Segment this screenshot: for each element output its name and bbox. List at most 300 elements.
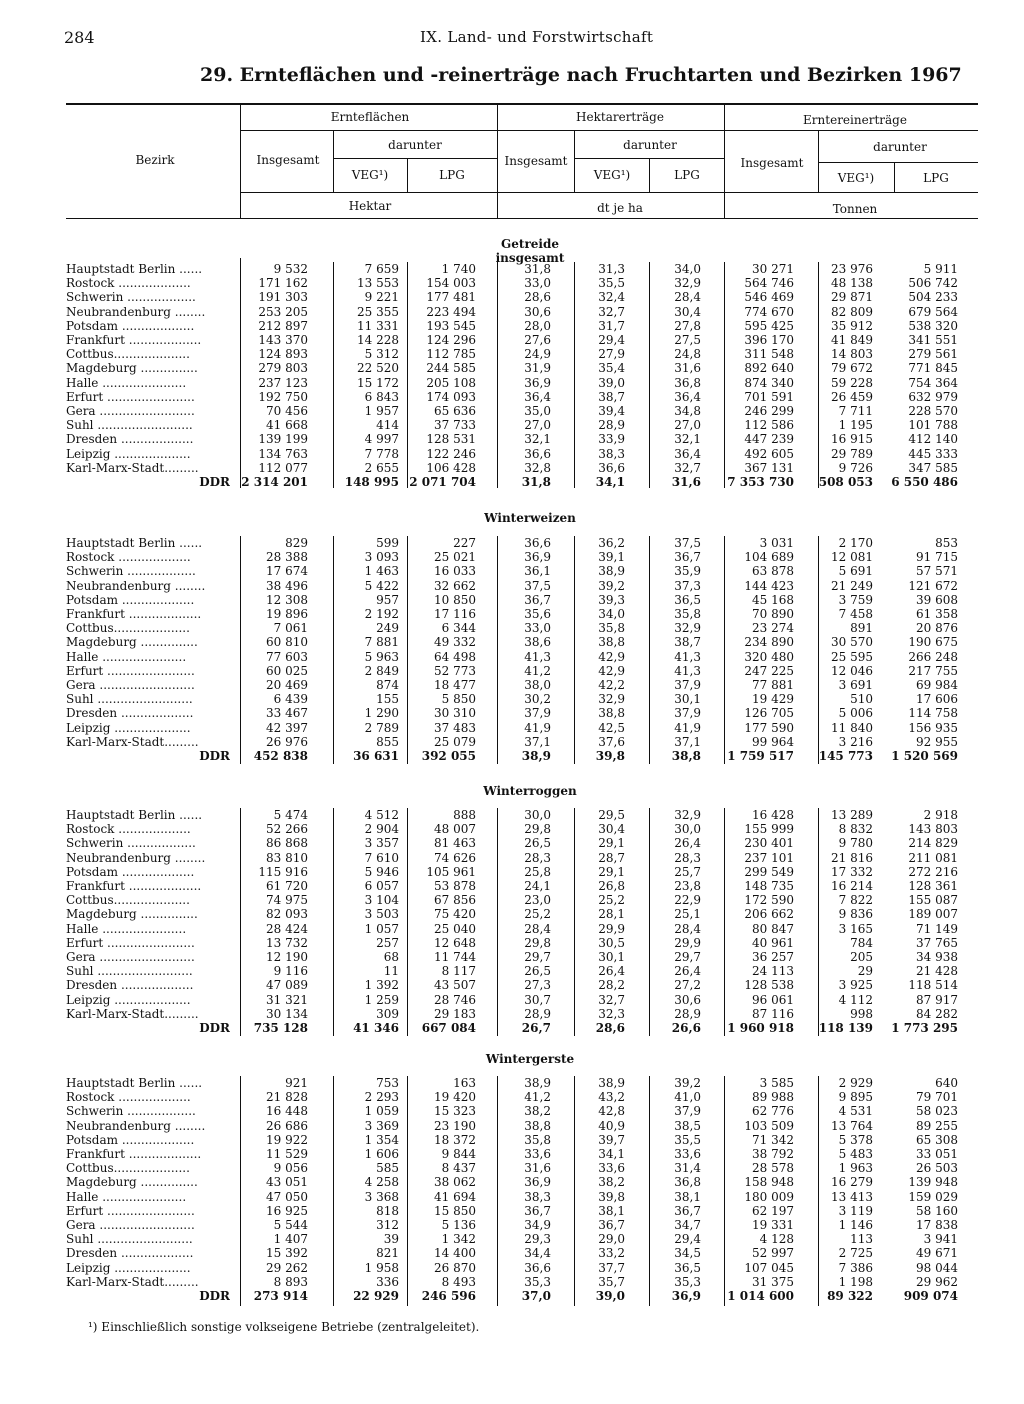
table-cell: 25,7	[674, 864, 701, 879]
bezirk-name: Schwerin ..................	[66, 1104, 196, 1119]
table-cell: 257	[376, 935, 399, 950]
table-cell: 26,5	[524, 964, 551, 979]
table-cell: 2 314 201	[241, 475, 308, 489]
table-cell: 32,3	[598, 1006, 625, 1021]
table-cell: 33 051	[916, 1147, 958, 1161]
table-cell: 246 299	[744, 404, 794, 418]
table-cell: 27,3	[524, 978, 551, 993]
table-cell: 112 785	[426, 347, 476, 362]
table-cell: 35,5	[598, 276, 625, 291]
table-cell: 174 093	[426, 389, 476, 404]
table-cell: 4 112	[838, 992, 873, 1007]
table-cell: 30,6	[524, 304, 551, 319]
table-cell: 36,8	[674, 375, 701, 390]
table-cell: 148 735	[744, 879, 794, 893]
table-cell: 156 935	[908, 720, 958, 735]
table-cell: 32 662	[434, 578, 476, 593]
col-bezirk-header: Bezirk	[135, 153, 175, 167]
table-cell: 36,7	[598, 1218, 625, 1232]
table-cell: 148 995	[344, 475, 399, 489]
table-cell: 13 289	[831, 808, 873, 822]
bezirk-name: Erfurt .......................	[66, 935, 195, 950]
table-cell: 2 655	[364, 460, 399, 475]
table-cell: 28 424	[266, 921, 308, 936]
table-cell: 38,9	[598, 1076, 625, 1090]
table-cell: 17 332	[831, 864, 873, 879]
table-cell: 36,6	[598, 460, 625, 475]
table-row	[0, 607, 1024, 621]
table-row	[0, 893, 1024, 907]
table-cell: 25,2	[524, 907, 551, 922]
table-cell: 36 631	[353, 749, 399, 763]
table-cell: 7 822	[838, 893, 873, 908]
table-row	[0, 390, 1024, 404]
table-cell: 888	[453, 808, 476, 822]
table-row	[0, 950, 1024, 964]
table-cell: 38,6	[524, 635, 551, 650]
table-cell: 34,9	[524, 1218, 551, 1232]
table-cell: 75 420	[434, 907, 476, 922]
table-cell: 27,8	[674, 318, 701, 333]
col-group-erntereinertraege: Erntereinerträge	[803, 113, 907, 127]
table-cell: 3 357	[364, 836, 399, 851]
table-cell: 105 961	[426, 864, 476, 879]
table-cell: 3 119	[838, 1203, 873, 1218]
table-cell: 774 670	[744, 304, 794, 319]
table-row	[0, 1076, 1024, 1090]
table-cell: 818	[376, 1203, 399, 1218]
table-cell: 34,1	[595, 475, 625, 489]
table-cell: 599	[376, 536, 399, 550]
table-row	[0, 851, 1024, 865]
col-lpg-1: LPG	[439, 168, 465, 182]
table-cell: 279 803	[258, 361, 308, 376]
bezirk-name: Erfurt .......................	[66, 389, 195, 404]
table-cell: 3 585	[759, 1076, 794, 1090]
table-cell: 42 397	[266, 720, 308, 735]
table-cell: 24,1	[524, 879, 551, 893]
table-cell: 32,8	[524, 460, 551, 475]
table-cell: 29 262	[266, 1260, 308, 1275]
table-cell: 36,8	[674, 1175, 701, 1190]
table-cell: 2 192	[364, 607, 399, 621]
table-cell: 15 850	[434, 1203, 476, 1218]
table-cell: 16 925	[266, 1203, 308, 1218]
table-cell: 26 976	[266, 734, 308, 749]
table-cell: 38,7	[674, 635, 701, 650]
table-cell: 3 369	[364, 1118, 399, 1133]
table-cell: 3 104	[364, 893, 399, 908]
table-cell: 11 331	[357, 318, 399, 333]
table-cell: 504 233	[908, 290, 958, 305]
table-cell: 38,0	[524, 678, 551, 692]
table-row	[0, 1104, 1024, 1118]
bezirk-name: Magdeburg ...............	[66, 635, 198, 650]
bezirk-name: Halle ......................	[66, 649, 187, 664]
table-row	[0, 922, 1024, 936]
table-cell: 6 057	[364, 879, 399, 893]
bezirk-name: Karl-Marx-Stadt.........	[66, 1006, 199, 1021]
table-cell: 508 053	[818, 475, 873, 489]
table-row	[0, 721, 1024, 735]
table-cell: 155	[376, 692, 399, 707]
table-cell: 104 689	[744, 550, 794, 565]
table-cell: 39	[383, 1232, 399, 1247]
table-cell: 13 732	[266, 935, 308, 950]
table-cell: 41,2	[524, 663, 551, 678]
table-cell: 40,9	[598, 1118, 625, 1133]
table-cell: 452 838	[253, 749, 308, 763]
table-row	[0, 1218, 1024, 1232]
table-cell: 754 364	[908, 375, 958, 390]
table-cell: 5 474	[273, 808, 308, 822]
table-cell: 412 140	[908, 432, 958, 447]
table-cell: 1 392	[364, 978, 399, 993]
table-cell: 30,4	[674, 304, 701, 319]
table-cell: 31,7	[598, 318, 625, 333]
col-darunter-3: darunter	[873, 140, 927, 154]
table-cell: 9 780	[838, 836, 873, 851]
table-cell: 27,0	[524, 418, 551, 433]
table-cell: 27,5	[674, 333, 701, 347]
table-cell: 43 051	[266, 1175, 308, 1190]
table-row	[0, 276, 1024, 290]
table-cell: 36,2	[598, 536, 625, 550]
table-cell: 33,2	[598, 1246, 625, 1261]
table-cell: 36,7	[524, 1203, 551, 1218]
col-lpg-3: LPG	[923, 171, 949, 185]
unit-dt-je-ha: dt je ha	[597, 201, 643, 215]
table-cell: 249	[376, 621, 399, 636]
table-cell: 4 531	[838, 1104, 873, 1119]
table-cell: 41 346	[353, 1021, 399, 1035]
table-cell: 74 626	[434, 850, 476, 865]
table-cell: 36,9	[524, 550, 551, 565]
table-cell: 80 847	[752, 921, 794, 936]
table-cell: 26 459	[831, 389, 873, 404]
table-row	[0, 678, 1024, 692]
table-cell: 309	[376, 1006, 399, 1021]
bezirk-name: Erfurt .......................	[66, 663, 195, 678]
table-cell: 510	[850, 692, 873, 707]
table-cell: 1 606	[364, 1147, 399, 1161]
table-cell: 32,7	[674, 460, 701, 475]
table-cell: 5 850	[441, 692, 476, 707]
table-cell: 7 659	[364, 262, 399, 276]
table-cell: 49 671	[916, 1246, 958, 1261]
table-cell: 26,5	[524, 836, 551, 851]
bezirk-name: Neubrandenburg ........	[66, 578, 206, 593]
table-row	[0, 290, 1024, 304]
table-cell: 29,1	[598, 836, 625, 851]
table-row	[0, 1090, 1024, 1104]
table-cell: 34 938	[916, 950, 958, 964]
table-cell: 909 074	[903, 1289, 958, 1303]
table-cell: 47 089	[266, 978, 308, 993]
table-cell: 35,8	[598, 621, 625, 636]
table-cell: 29 962	[916, 1274, 958, 1289]
table-cell: 32,9	[674, 621, 701, 636]
table-cell: 3 941	[923, 1232, 958, 1247]
table-cell: 16 279	[831, 1175, 873, 1190]
table-cell: 5 136	[441, 1218, 476, 1232]
table-cell: 31 375	[752, 1274, 794, 1289]
total-label: DDR	[199, 749, 230, 763]
table-cell: 29 789	[831, 446, 873, 461]
table-cell: 35,0	[524, 404, 551, 418]
table-row	[0, 1147, 1024, 1161]
table-cell: 58 023	[916, 1104, 958, 1119]
table-cell: 67 856	[434, 893, 476, 908]
bezirk-name: Dresden ...................	[66, 1246, 194, 1261]
table-cell: 192 750	[258, 389, 308, 404]
bezirk-name: Schwerin ..................	[66, 564, 196, 579]
table-cell: 42,9	[598, 649, 625, 664]
table-cell: 538 320	[908, 318, 958, 333]
table-row	[0, 432, 1024, 446]
table-row	[0, 536, 1024, 550]
table-cell: 3 759	[838, 592, 873, 607]
col-insgesamt-2: Insgesamt	[504, 154, 568, 168]
table-cell: 37,9	[674, 1104, 701, 1119]
table-cell: 32,1	[674, 432, 701, 447]
table-cell: 36,4	[674, 446, 701, 461]
table-row	[0, 550, 1024, 564]
table-cell: 2 725	[838, 1246, 873, 1261]
table-cell: 28,4	[674, 921, 701, 936]
table-cell: 1 963	[838, 1161, 873, 1176]
table-cell: 6 439	[273, 692, 308, 707]
bezirk-name: Halle ......................	[66, 921, 187, 936]
table-cell: 1 463	[364, 564, 399, 579]
table-cell: 30,5	[598, 935, 625, 950]
table-cell: 27,0	[674, 418, 701, 433]
table-cell: 65 636	[434, 404, 476, 418]
table-cell: 4 512	[364, 808, 399, 822]
table-cell: 37,5	[524, 578, 551, 593]
table-cell: 36,7	[524, 592, 551, 607]
table-cell: 63 878	[752, 564, 794, 579]
bezirk-name: Karl-Marx-Stadt.........	[66, 734, 199, 749]
table-cell: 244 585	[426, 361, 476, 376]
table-cell: 121 672	[908, 578, 958, 593]
table-cell: 77 881	[752, 678, 794, 692]
table-cell: 1 740	[441, 262, 476, 276]
table-cell: 253 205	[258, 304, 308, 319]
col-veg-1: VEG¹)	[351, 168, 389, 182]
table-cell: 506 742	[908, 276, 958, 291]
table-row	[0, 692, 1024, 706]
table-total-row	[0, 1021, 1024, 1035]
table-cell: 28,9	[598, 418, 625, 433]
table-cell: 62 197	[752, 1203, 794, 1218]
bezirk-name: Suhl .........................	[66, 1232, 193, 1247]
table-cell: 191 303	[258, 290, 308, 305]
table-cell: 20 469	[266, 678, 308, 692]
table-cell: 139 948	[908, 1175, 958, 1190]
bezirk-name: Gera .........................	[66, 1218, 195, 1232]
table-cell: 39,3	[598, 592, 625, 607]
table-cell: 336	[376, 1274, 399, 1289]
bezirk-name: Frankfurt ...................	[66, 333, 202, 347]
table-cell: 28,2	[598, 978, 625, 993]
table-cell: 11 744	[434, 950, 476, 964]
table-cell: 32,7	[598, 304, 625, 319]
table-row	[0, 564, 1024, 578]
table-cell: 12 308	[266, 592, 308, 607]
table-cell: 115 916	[258, 864, 308, 879]
table-cell: 29	[857, 964, 873, 979]
table-cell: 38,2	[598, 1175, 625, 1190]
table-cell: 82 093	[266, 907, 308, 922]
table-cell: 36,7	[674, 550, 701, 565]
table-cell: 31,8	[521, 475, 551, 489]
table-cell: 43,2	[598, 1090, 625, 1105]
table-cell: 96 061	[752, 992, 794, 1007]
table-cell: 26,4	[674, 964, 701, 979]
table-cell: 30,7	[524, 992, 551, 1007]
table-cell: 180 009	[744, 1189, 794, 1204]
table-cell: 7 610	[364, 850, 399, 865]
table-cell: 29,0	[598, 1232, 625, 1247]
bezirk-name: Gera .........................	[66, 404, 195, 418]
table-cell: 122 246	[426, 446, 476, 461]
table-cell: 25,1	[674, 907, 701, 922]
table-cell: 38,9	[598, 564, 625, 579]
table-cell: 1 146	[838, 1218, 873, 1232]
table-cell: 32,9	[674, 276, 701, 291]
table-cell: 144 423	[744, 578, 794, 593]
table-cell: 227	[453, 536, 476, 550]
bezirk-name: Potsdam ...................	[66, 1132, 195, 1147]
table-cell: 158 948	[744, 1175, 794, 1190]
table-row	[0, 964, 1024, 978]
bezirk-name: Halle ......................	[66, 1189, 187, 1204]
table-cell: 12 648	[434, 935, 476, 950]
table-cell: 36,9	[671, 1289, 701, 1303]
table-cell: 447 239	[744, 432, 794, 447]
table-cell: 17 674	[266, 564, 308, 579]
table-cell: 15 323	[434, 1104, 476, 1119]
table-cell: 38,5	[674, 1118, 701, 1133]
table-cell: 14 803	[831, 347, 873, 362]
bezirk-name: Gera .........................	[66, 950, 195, 964]
table-cell: 35,6	[524, 607, 551, 621]
table-cell: 5 422	[364, 578, 399, 593]
col-insgesamt-3: Insgesamt	[740, 156, 804, 170]
table-cell: 34,7	[674, 1218, 701, 1232]
table-cell: 492 605	[744, 446, 794, 461]
table-cell: 36,6	[524, 1260, 551, 1275]
table-cell: 3 093	[364, 550, 399, 565]
table-total-row	[0, 475, 1024, 489]
table-cell: 89 988	[752, 1090, 794, 1105]
table-cell: 32,9	[674, 808, 701, 822]
table-cell: 128 361	[908, 879, 958, 893]
table-cell: 26,8	[598, 879, 625, 893]
table-cell: 34,0	[674, 262, 701, 276]
table-cell: 679 564	[908, 304, 958, 319]
table-cell: 16 448	[266, 1104, 308, 1119]
table-cell: 564 746	[744, 276, 794, 291]
table-cell: 341 551	[908, 333, 958, 347]
table-cell: 7 711	[838, 404, 873, 418]
table-cell: 829	[285, 536, 308, 550]
table-cell: 42,5	[598, 720, 625, 735]
table-cell: 1 259	[364, 992, 399, 1007]
table-cell: 266 248	[908, 649, 958, 664]
table-cell: 26,4	[674, 836, 701, 851]
table-cell: 42,8	[598, 1104, 625, 1119]
table-cell: 9 836	[838, 907, 873, 922]
table-cell: 59 228	[831, 375, 873, 390]
table-cell: 41,0	[674, 1090, 701, 1105]
table-cell: 8 832	[838, 822, 873, 837]
table-cell: 26 503	[916, 1161, 958, 1176]
table-cell: 2 904	[364, 822, 399, 837]
table-cell: 855	[376, 734, 399, 749]
table-cell: 15 392	[266, 1246, 308, 1261]
table-cell: 30 134	[266, 1006, 308, 1021]
table-cell: 7 458	[838, 607, 873, 621]
table-cell: 47 050	[266, 1189, 308, 1204]
table-cell: 28 578	[752, 1161, 794, 1176]
table-row	[0, 461, 1024, 475]
table-cell: 667 084	[421, 1021, 476, 1035]
table-cell: 1 407	[273, 1232, 308, 1247]
table-cell: 8 893	[273, 1274, 308, 1289]
table-cell: 12 190	[266, 950, 308, 964]
table-cell: 36,4	[524, 389, 551, 404]
table-row	[0, 305, 1024, 319]
page-title: 29. Ernteflächen und -reinerträge nach Fruchtarten und Bezirken 1967	[200, 64, 962, 86]
table-cell: 31,6	[674, 361, 701, 376]
table-cell: 37,9	[674, 706, 701, 721]
section-title: Wintergerste	[485, 1052, 575, 1066]
bezirk-name: Frankfurt ...................	[66, 879, 202, 893]
table-row	[0, 1161, 1024, 1175]
table-cell: 43 507	[434, 978, 476, 993]
table-cell: 23 976	[831, 262, 873, 276]
table-cell: 367 131	[744, 460, 794, 475]
table-cell: 311 548	[744, 347, 794, 362]
table-cell: 212 897	[258, 318, 308, 333]
table-cell: 37,6	[598, 734, 625, 749]
table-cell: 29,7	[524, 950, 551, 964]
total-label: DDR	[199, 1021, 230, 1035]
table-cell: 701 591	[744, 389, 794, 404]
table-cell: 234 890	[744, 635, 794, 650]
bezirk-name: Leipzig ....................	[66, 720, 191, 735]
bezirk-name: Suhl .........................	[66, 418, 193, 433]
table-cell: 71 342	[752, 1132, 794, 1147]
col-darunter-2: darunter	[623, 138, 677, 152]
table-row	[0, 879, 1024, 893]
table-cell: 35,8	[674, 607, 701, 621]
table-row	[0, 865, 1024, 879]
table-row	[0, 376, 1024, 390]
bezirk-name: Gera .........................	[66, 678, 195, 692]
table-cell: 2 789	[364, 720, 399, 735]
table-cell: 28,6	[524, 290, 551, 305]
table-cell: 1 960 918	[727, 1021, 794, 1035]
table-cell: 38,7	[598, 389, 625, 404]
table-cell: 38 062	[434, 1175, 476, 1190]
table-cell: 16 428	[752, 808, 794, 822]
bezirk-name: Frankfurt ...................	[66, 1147, 202, 1161]
table-cell: 26,6	[671, 1021, 701, 1035]
table-cell: 37,0	[521, 1289, 551, 1303]
